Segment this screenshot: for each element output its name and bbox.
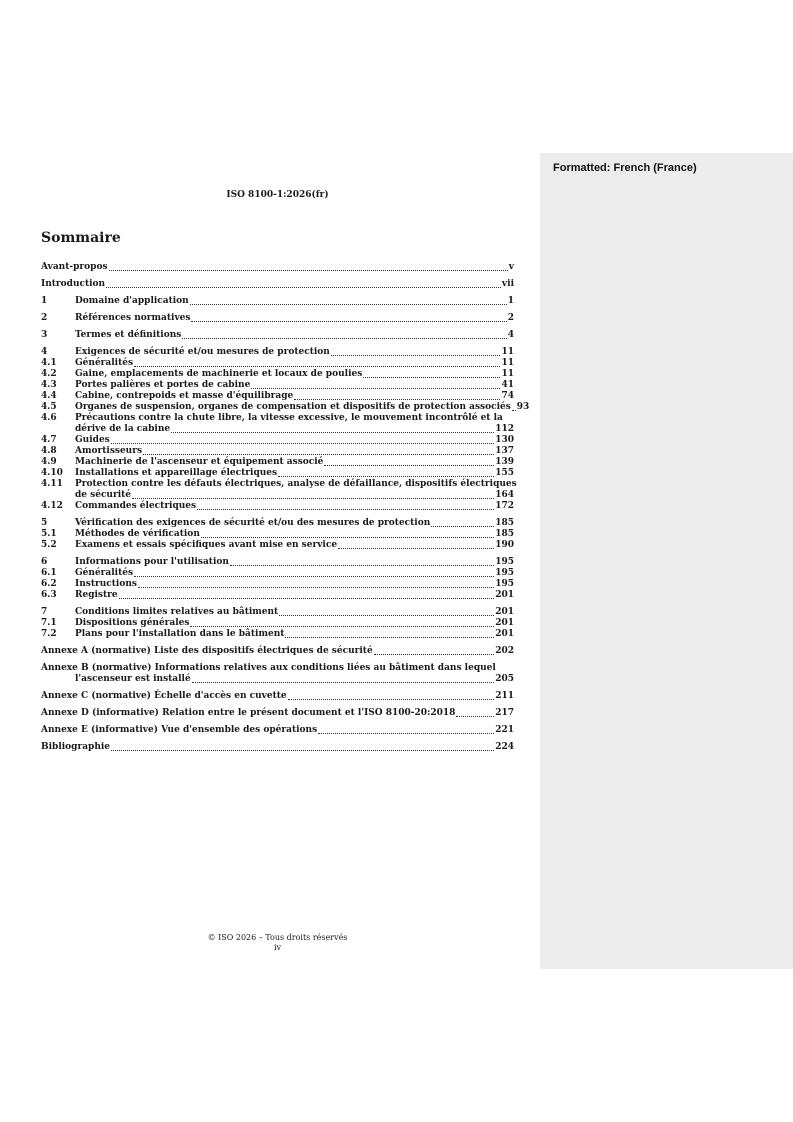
dot-leader [324, 465, 494, 466]
toc-entry-page: 2 [507, 313, 514, 323]
dot-leader [278, 476, 494, 477]
toc-entry[interactable] [41, 457, 514, 468]
toc-entry[interactable] [41, 529, 514, 540]
toc-entry-page: 137 [495, 446, 514, 456]
toc-entry-title: Annexe A (normative) Liste des dispositifs électriques de sécurité [41, 646, 373, 656]
toc-entry-title-continued: l'ascenseur est installé [75, 674, 191, 684]
dot-leader [134, 576, 494, 577]
dot-leader [182, 338, 506, 339]
toc-entry-page: 185 [495, 518, 514, 528]
toc-entry-title: Vérification des exigences de sécurité et/ou des mesures de protection [75, 518, 431, 528]
dot-leader [109, 270, 508, 271]
dot-leader [192, 682, 495, 683]
toc-entry-page: 172 [495, 501, 514, 511]
toc-entry-number: 6.2 [41, 579, 57, 589]
formatting-comment[interactable]: Formatted: French (France) [553, 162, 697, 174]
toc-entry[interactable] [41, 646, 514, 657]
toc-entry-title: Instructions [75, 579, 137, 589]
toc-entry[interactable] [41, 446, 514, 457]
toc-entry-page: 195 [495, 557, 514, 567]
toc-entry-title: Portes palières et portes de cabine [75, 380, 251, 390]
dot-leader [132, 498, 494, 499]
toc-entry[interactable] [41, 380, 514, 391]
toc-entry-number: 4.8 [41, 446, 57, 456]
toc-entry-title: Installations et appareillage électriques [75, 468, 278, 478]
toc-entry-title: Bibliographie [41, 742, 111, 752]
toc-entry-number: 5.1 [41, 529, 57, 539]
toc-entry-page: 11 [501, 347, 514, 357]
toc-entry-title: Guides [75, 435, 110, 445]
toc-entry-page: 211 [495, 691, 514, 701]
toc-entry-number: 4.12 [41, 501, 63, 511]
toc-entry[interactable] [41, 413, 514, 424]
toc-entry[interactable] [41, 468, 514, 479]
toc-entry-continuation[interactable] [41, 424, 514, 435]
toc-entry-page: vii [501, 279, 514, 289]
dot-leader [111, 443, 494, 444]
toc-entry[interactable] [41, 725, 514, 736]
comment-margin-pane [540, 153, 793, 969]
toc-entry-title-continued: de sécurité [75, 490, 132, 500]
toc-entry-title: Plans pour l'installation dans le bâtiment [75, 629, 285, 639]
toc-entry-number: 4.10 [41, 468, 63, 478]
dot-leader [512, 410, 516, 411]
toc-entry-title: Cabine, contrepoids et masse d'équilibrage [75, 391, 294, 401]
dot-leader [456, 716, 494, 717]
toc-entry-page: 217 [495, 708, 514, 718]
toc-entry-page: 41 [501, 380, 514, 390]
toc-entry-page: 224 [495, 742, 514, 752]
toc-entry-page: 155 [495, 468, 514, 478]
toc-entry-page: 11 [501, 369, 514, 379]
toc-entry-number: 4.4 [41, 391, 57, 401]
toc-entry[interactable] [41, 358, 514, 369]
toc-entry-title: Domaine d'application [75, 296, 189, 306]
toc-entry-number: 7.2 [41, 629, 57, 639]
toc-entry[interactable] [41, 501, 514, 512]
dot-leader [288, 699, 495, 700]
toc-entry[interactable] [41, 579, 514, 590]
dot-leader [191, 321, 506, 322]
toc-entry-page: v [508, 262, 514, 272]
dot-leader [363, 377, 500, 378]
dot-leader [190, 304, 507, 305]
toc-entry-title-continued: dérive de la cabine [75, 424, 171, 434]
toc-entry-page: 185 [495, 529, 514, 539]
toc-entry[interactable] [41, 262, 514, 273]
toc-entry-number: 4.1 [41, 358, 57, 368]
toc-entry-number: 7.1 [41, 618, 57, 628]
dot-leader [201, 537, 494, 538]
page-number: iv [273, 943, 282, 952]
toc-entry[interactable] [41, 607, 514, 618]
toc-entry[interactable] [41, 618, 514, 629]
page-footer [41, 933, 514, 953]
toc-entry-continuation[interactable] [41, 490, 514, 501]
toc-entry[interactable] [41, 347, 514, 358]
toc-entry[interactable] [41, 590, 514, 601]
toc-entry-title: Termes et définitions [75, 330, 182, 340]
toc-entry-page: 130 [495, 435, 514, 445]
toc-entry[interactable] [41, 402, 530, 413]
dot-leader [279, 615, 494, 616]
toc-entry-number: 3 [41, 330, 48, 340]
dot-leader [134, 366, 500, 367]
toc-entry-title: Registre [75, 590, 118, 600]
dot-leader [171, 432, 494, 433]
toc-entry-title: Généralités [75, 358, 134, 368]
toc-entry-page: 201 [495, 590, 514, 600]
toc-entry-number: 4.6 [41, 413, 57, 423]
toc-entry[interactable] [41, 435, 514, 446]
toc-entry-title: Protection contre les défauts électriques, analyse de défaillance, dispositifs électriques [75, 479, 517, 489]
toc-entry-title: Méthodes de vérification [75, 529, 200, 539]
dot-leader [431, 526, 494, 527]
dot-leader [230, 565, 494, 566]
toc-entry-title: Annexe D (informative) Relation entre le présent document et l'ISO 8100-20:2018 [41, 708, 456, 718]
dot-leader [294, 399, 500, 400]
toc-entry-number: 4 [41, 347, 48, 357]
toc-entry[interactable] [41, 663, 514, 674]
toc-entry-title: Généralités [75, 568, 134, 578]
toc-entry[interactable] [41, 540, 514, 551]
toc-entry-page: 93 [516, 402, 530, 412]
dot-leader [318, 733, 494, 734]
toc-entry[interactable] [41, 313, 514, 324]
toc-title: Sommaire [41, 230, 121, 246]
toc-entry[interactable] [41, 568, 514, 579]
toc-entry-title: Conditions limites relatives au bâtiment [75, 607, 279, 617]
dot-leader [111, 750, 494, 751]
toc-entry[interactable] [41, 691, 514, 702]
toc-entry[interactable] [41, 629, 514, 640]
toc-entry-page: 11 [501, 358, 514, 368]
toc-entry-title: Amortisseurs [75, 446, 143, 456]
toc-entry-number: 7 [41, 607, 48, 617]
toc-entry[interactable] [41, 518, 514, 529]
dot-leader [338, 548, 494, 549]
toc-entry-page: 74 [501, 391, 514, 401]
toc-entry[interactable] [41, 557, 514, 568]
dot-leader [106, 287, 501, 288]
toc-entry-title: Précautions contre la chute libre, la vitesse excessive, le mouvement incontrôlé et la [75, 413, 503, 423]
toc-entry-number: 4.9 [41, 457, 57, 467]
toc-entry-title: Annexe C (normative) Échelle d'accès en cuvette [41, 691, 287, 701]
toc-entry-title: Organes de suspension, organes de compensation et dispositifs de protection associés [75, 402, 511, 412]
dot-leader [331, 355, 501, 356]
toc-entry-title: Références normatives [75, 313, 191, 323]
toc-entry-title: Machinerie de l'ascenseur et équipement associé [75, 457, 324, 467]
toc-entry-page: 201 [495, 629, 514, 639]
dot-leader [285, 637, 494, 638]
toc-entry-number: 5 [41, 518, 48, 528]
toc-entry-page: 205 [495, 674, 514, 684]
table-of-contents [41, 262, 530, 753]
toc-entry[interactable] [41, 296, 514, 307]
document-header: ISO 8100-1:2026(fr) [226, 190, 329, 200]
dot-leader [197, 509, 494, 510]
toc-entry-continuation[interactable] [41, 674, 514, 685]
toc-entry-number: 1 [41, 296, 48, 306]
toc-entry-page: 195 [495, 579, 514, 589]
toc-entry-page: 201 [495, 618, 514, 628]
toc-entry-page: 1 [507, 296, 514, 306]
toc-entry[interactable] [41, 479, 517, 490]
toc-entry-page: 195 [495, 568, 514, 578]
toc-entry-title: Examens et essais spécifiques avant mise en service [75, 540, 338, 550]
toc-entry-title: Commandes électriques [75, 501, 197, 511]
toc-entry-number: 2 [41, 313, 48, 323]
toc-entry-page: 201 [495, 607, 514, 617]
toc-entry-page: 164 [495, 490, 514, 500]
toc-entry-number: 4.11 [41, 479, 63, 489]
toc-entry-number: 4.5 [41, 402, 57, 412]
toc-entry-number: 6 [41, 557, 48, 567]
copyright-notice: © ISO 2026 – Tous droits réservés [207, 933, 348, 942]
toc-entry-page: 4 [507, 330, 514, 340]
toc-entry-title: Avant-propos [41, 262, 108, 272]
toc-entry-title: Gaine, emplacements de machinerie et locaux de poulies [75, 369, 363, 379]
toc-entry[interactable] [41, 708, 514, 719]
toc-entry-page: 112 [495, 424, 514, 434]
toc-entry-title: Introduction [41, 279, 106, 289]
toc-entry[interactable] [41, 369, 514, 380]
toc-entry[interactable] [41, 330, 514, 341]
toc-entry-page: 202 [495, 646, 514, 656]
toc-entry-number: 4.3 [41, 380, 57, 390]
toc-entry-page: 221 [495, 725, 514, 735]
toc-entry-title: Informations pour l'utilisation [75, 557, 229, 567]
toc-entry-page: 139 [495, 457, 514, 467]
toc-entry-number: 5.2 [41, 540, 57, 550]
dot-leader [143, 454, 494, 455]
toc-entry-page: 190 [495, 540, 514, 550]
toc-entry[interactable] [41, 391, 514, 402]
toc-entry[interactable] [41, 742, 514, 753]
toc-entry-number: 6.1 [41, 568, 57, 578]
dot-leader [374, 654, 495, 655]
toc-entry-title: Annexe E (informative) Vue d'ensemble des opérations [41, 725, 318, 735]
dot-leader [190, 626, 494, 627]
toc-entry-number: 4.7 [41, 435, 57, 445]
dot-leader [251, 388, 500, 389]
toc-entry-number: 4.2 [41, 369, 57, 379]
toc-entry[interactable] [41, 279, 514, 290]
dot-leader [138, 587, 494, 588]
toc-entry-title: Exigences de sécurité et/ou mesures de protection [75, 347, 330, 357]
toc-entry-number: 6.3 [41, 590, 57, 600]
toc-entry-title: Annexe B (normative) Informations relatives aux conditions liées au bâtiment dans lequel [41, 663, 496, 673]
dot-leader [119, 598, 495, 599]
toc-entry-title: Dispositions générales [75, 618, 190, 628]
